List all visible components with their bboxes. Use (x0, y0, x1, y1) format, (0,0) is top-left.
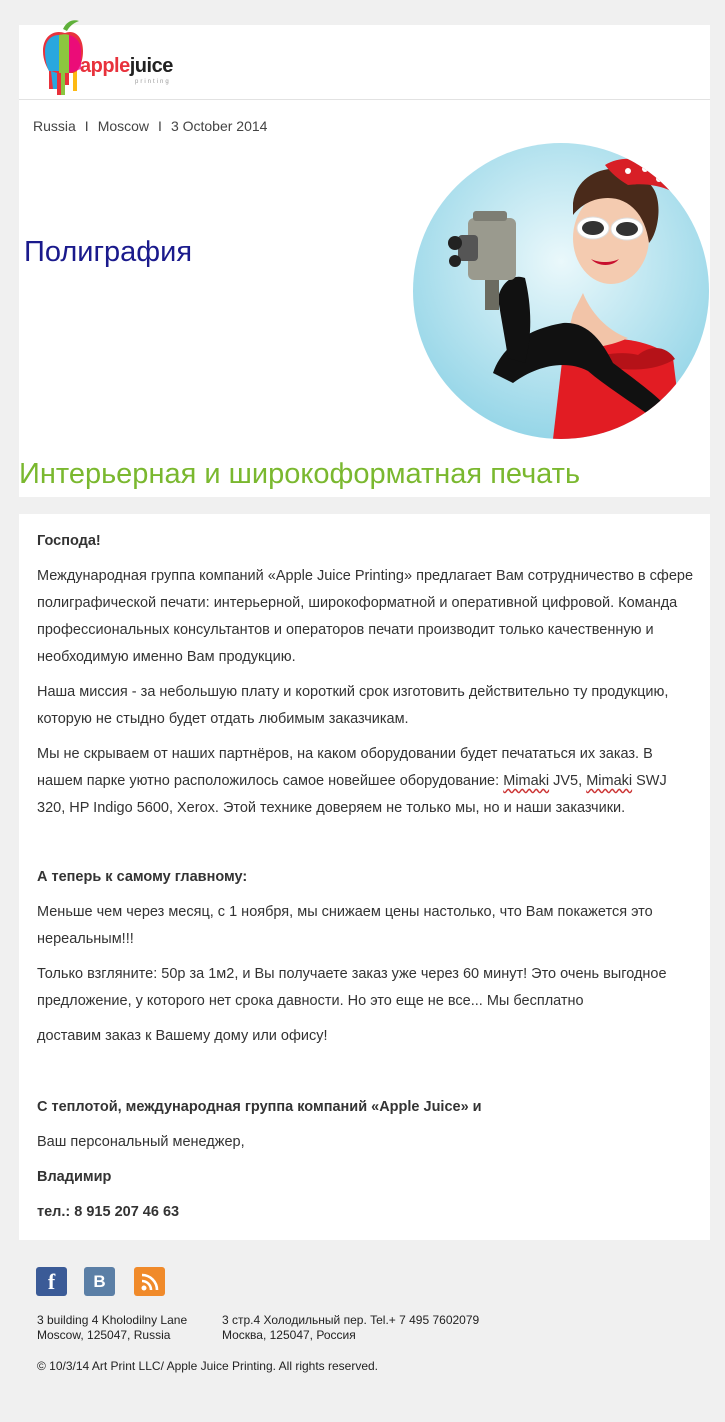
dateline-separator: I (158, 118, 162, 134)
header-card (19, 25, 710, 497)
header-divider (19, 99, 710, 100)
pinup-camera-illustration (413, 143, 709, 439)
equipment-text: JV5, (549, 773, 587, 789)
main-heading: А теперь к самому главному: (37, 869, 248, 885)
address-line: 3 building 4 Kholodilny Lane (37, 1313, 188, 1327)
facebook-icon[interactable]: f (36, 1267, 67, 1296)
paragraph-delivery: доставим заказ к Вашему дому или офису! (37, 1028, 328, 1044)
address-english (37, 1313, 187, 1343)
body-card (19, 514, 710, 1240)
vkontakte-icon[interactable]: B (84, 1267, 115, 1296)
equipment-text: SWJ 320, HP Indigo 5600, Xerox. Этой технике доверяем не только мы, но и наши заказчики. (37, 773, 667, 816)
signature-name: Владимир (37, 1169, 112, 1185)
signature-phone: тел.: 8 915 207 46 63 (37, 1204, 180, 1220)
rss-glyph-icon (140, 1272, 160, 1292)
paragraph-equipment (37, 741, 697, 822)
address-line: Москва, 125047, Россия (222, 1328, 356, 1342)
section-title: Полиграфия (24, 236, 193, 268)
spellcheck-word: Mimaki (503, 773, 550, 789)
letter-body (37, 528, 697, 1234)
address-line: 3 стр.4 Холодильный пер. Tel.+ 7 495 7602079 (222, 1313, 480, 1327)
address-russian (222, 1313, 479, 1343)
hero-photo (413, 143, 709, 439)
copyright: © 10/3/14 Art Print LLC/ Apple Juice Printing. All rights reserved. (37, 1359, 379, 1373)
signature-line: С теплотой, международная группа компаний «Apple Juice» и (37, 1099, 482, 1115)
address-line: Moscow, 125047, Russia (37, 1328, 171, 1342)
dateline-separator: I (84, 118, 89, 134)
applejuice-logo[interactable] (23, 15, 183, 99)
spellcheck-word: Mimaki (586, 773, 633, 789)
rss-icon[interactable] (134, 1267, 165, 1296)
logo-subtext: printing (135, 79, 171, 85)
logo-wordmark: applejuice (80, 55, 173, 77)
dateline-date: 3 October 2014 (170, 118, 268, 134)
dateline-city: Moscow (97, 118, 150, 134)
paragraph-discount: Меньше чем через месяц, с 1 ноября, мы снижаем цены настолько, что Вам покажется это нереальным!!! (37, 904, 653, 947)
paragraph-mission: Наша миссия - за небольшую плату и короткий срок изготовить действительно ту продукцию, которую не стыдно будет отдать любимым заказчикам. (37, 684, 669, 727)
dateline-country: Russia (33, 118, 76, 134)
paragraph-offer: Только взгляните: 50р за 1м2, и Вы получаете заказ уже через 60 минут! Это очень выгодное предложение, у которого нет срока давности. Но это еще не все... Мы бесплатно (37, 966, 667, 1009)
signature-manager: Ваш персональный менеджер, (37, 1134, 245, 1150)
greeting: Господа! (37, 533, 101, 549)
dateline (33, 118, 267, 134)
subtitle: Интерьерная и широкоформатная печать (19, 458, 581, 490)
equipment-text: Мы не скрываем от наших партнёров, на каком оборудовании будет печататься их заказ. В нашем парке уютно расположилось самое новейшее оборудование: (37, 746, 653, 789)
paragraph-intro: Международная группа компаний «Apple Juice Printing» предлагает Вам сотрудничество в сфере полиграфической печати: интерьерной, широкоформатной и оперативной цифровой. Команда профессиональных консультантов и операторов печати производит только качественную и необходимую именно Вам продукцию. (37, 568, 694, 665)
